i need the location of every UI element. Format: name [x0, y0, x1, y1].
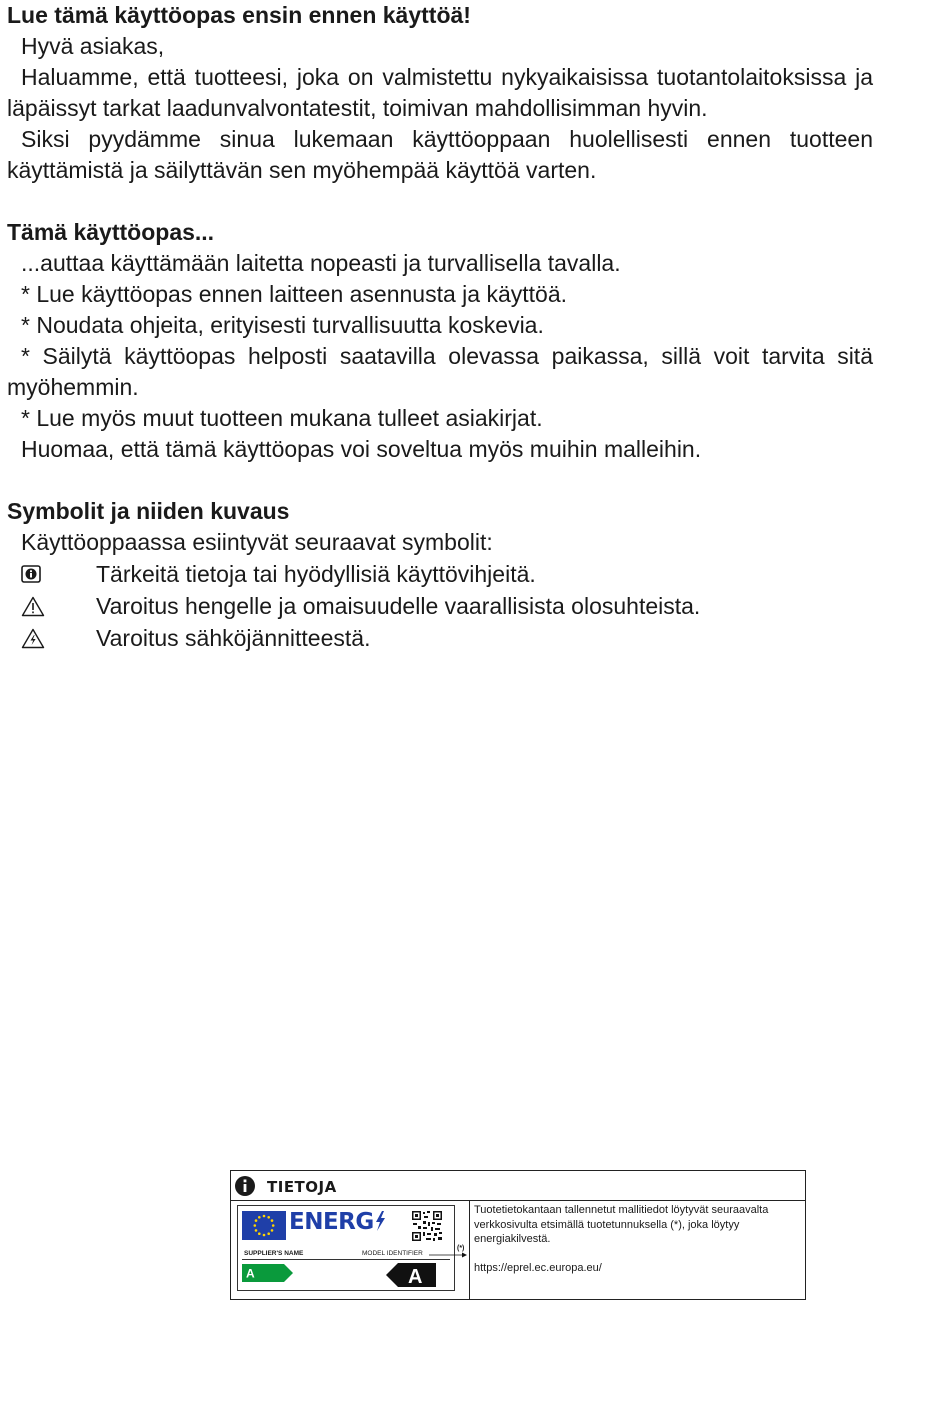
lightning-icon: [374, 1209, 386, 1235]
info-box-header: [231, 1171, 805, 1201]
manual-line: ...auttaa käyttämään laitetta nopeasti ja turvallisella tavalla.: [21, 250, 621, 276]
greeting: Hyvä asiakas,: [21, 33, 165, 59]
symbols-heading: Symbolit ja niiden kuvaus: [7, 498, 290, 524]
intro-heading: Lue tämä käyttöopas ensin ennen käyttöä!: [7, 2, 471, 28]
info-description: [474, 1203, 794, 1275]
manual-line: Huomaa, että tämä käyttöopas voi soveltua myös muihin malleihin.: [21, 436, 702, 462]
eu-flag-icon: [242, 1211, 286, 1240]
label-rule: [242, 1259, 450, 1260]
symbol-row-info: [7, 558, 873, 590]
class-rating-letter: A: [408, 1266, 423, 1287]
manual-heading: Tämä käyttöopas...: [7, 219, 215, 245]
qr-code-icon: [411, 1210, 443, 1247]
warning-triangle-icon: [7, 596, 96, 617]
info-box-title: TIETOJA: [267, 1178, 337, 1196]
model-identifier: MODEL IDENTIFIER: [362, 1250, 423, 1257]
manual-page: [7, 0, 873, 654]
manual-line: * Lue käyttöopas ennen laitteen asennusta ja käyttöä.: [21, 281, 568, 307]
intro-paragraph-1: Haluamme, että tuotteesi, joka on valmistettu nykyaikaisissa tuotantolaitoksissa ja läpäissyt tarkat laadunvalvontatestit, toimivan mahdollisimman hyvin.: [7, 64, 873, 121]
symbol-text: Varoitus sähköjännitteestä.: [96, 625, 371, 651]
eprel-url[interactable]: https://eprel.ec.europa.eu/: [474, 1261, 602, 1274]
energy-label: [237, 1205, 455, 1291]
info-box-divider: [469, 1201, 470, 1300]
info-description-text: Tuotetietokantaan tallennetut mallitiedot löytyvät seuraavalta verkkosivulta etsimällä tuotetunnuksella (*), joka löytyy energiakilvestä.: [474, 1204, 769, 1245]
class-scale-letter: A: [246, 1266, 255, 1281]
energy-class-rating: [386, 1263, 436, 1292]
manual-line: * Säilytä käyttöopas helposti saatavilla olevassa paikassa, sillä voit tarvita sitä myöhemmin.: [7, 343, 873, 400]
symbol-row-electric: [7, 622, 873, 654]
symbol-row-warning: [7, 590, 873, 622]
supplier-name: SUPPLIER'S NAME: [244, 1250, 304, 1257]
pointer-arrow-icon: [429, 1251, 469, 1259]
manual-line: * Noudata ohjeita, erityisesti turvallisuutta koskevia.: [21, 312, 544, 338]
asterisk-marker: (*): [457, 1245, 465, 1252]
intro-paragraph-2: Siksi pyydämme sinua lukemaan käyttöoppaan huolellisesti ennen tuotteen käyttämistä ja säilyttävän sen myöhempää käyttöä varten.: [7, 126, 873, 183]
energy-brand: ENERG: [289, 1209, 386, 1235]
manual-line: * Lue myös muut tuotteen mukana tulleet asiakirjat.: [21, 405, 543, 431]
info-box: [230, 1170, 806, 1300]
symbol-text: Varoitus hengelle ja omaisuudelle vaarallisista olosuhteista.: [96, 593, 701, 619]
symbol-text: Tärkeitä tietoja tai hyödyllisiä käyttövihjeitä.: [96, 561, 536, 587]
info-icon: [7, 565, 96, 583]
energy-class-scale: [242, 1264, 294, 1287]
electric-warning-icon: [7, 628, 96, 649]
symbols-intro: Käyttöoppaassa esiintyvät seuraavat symbolit:: [21, 529, 493, 555]
info-icon: [234, 1175, 256, 1202]
